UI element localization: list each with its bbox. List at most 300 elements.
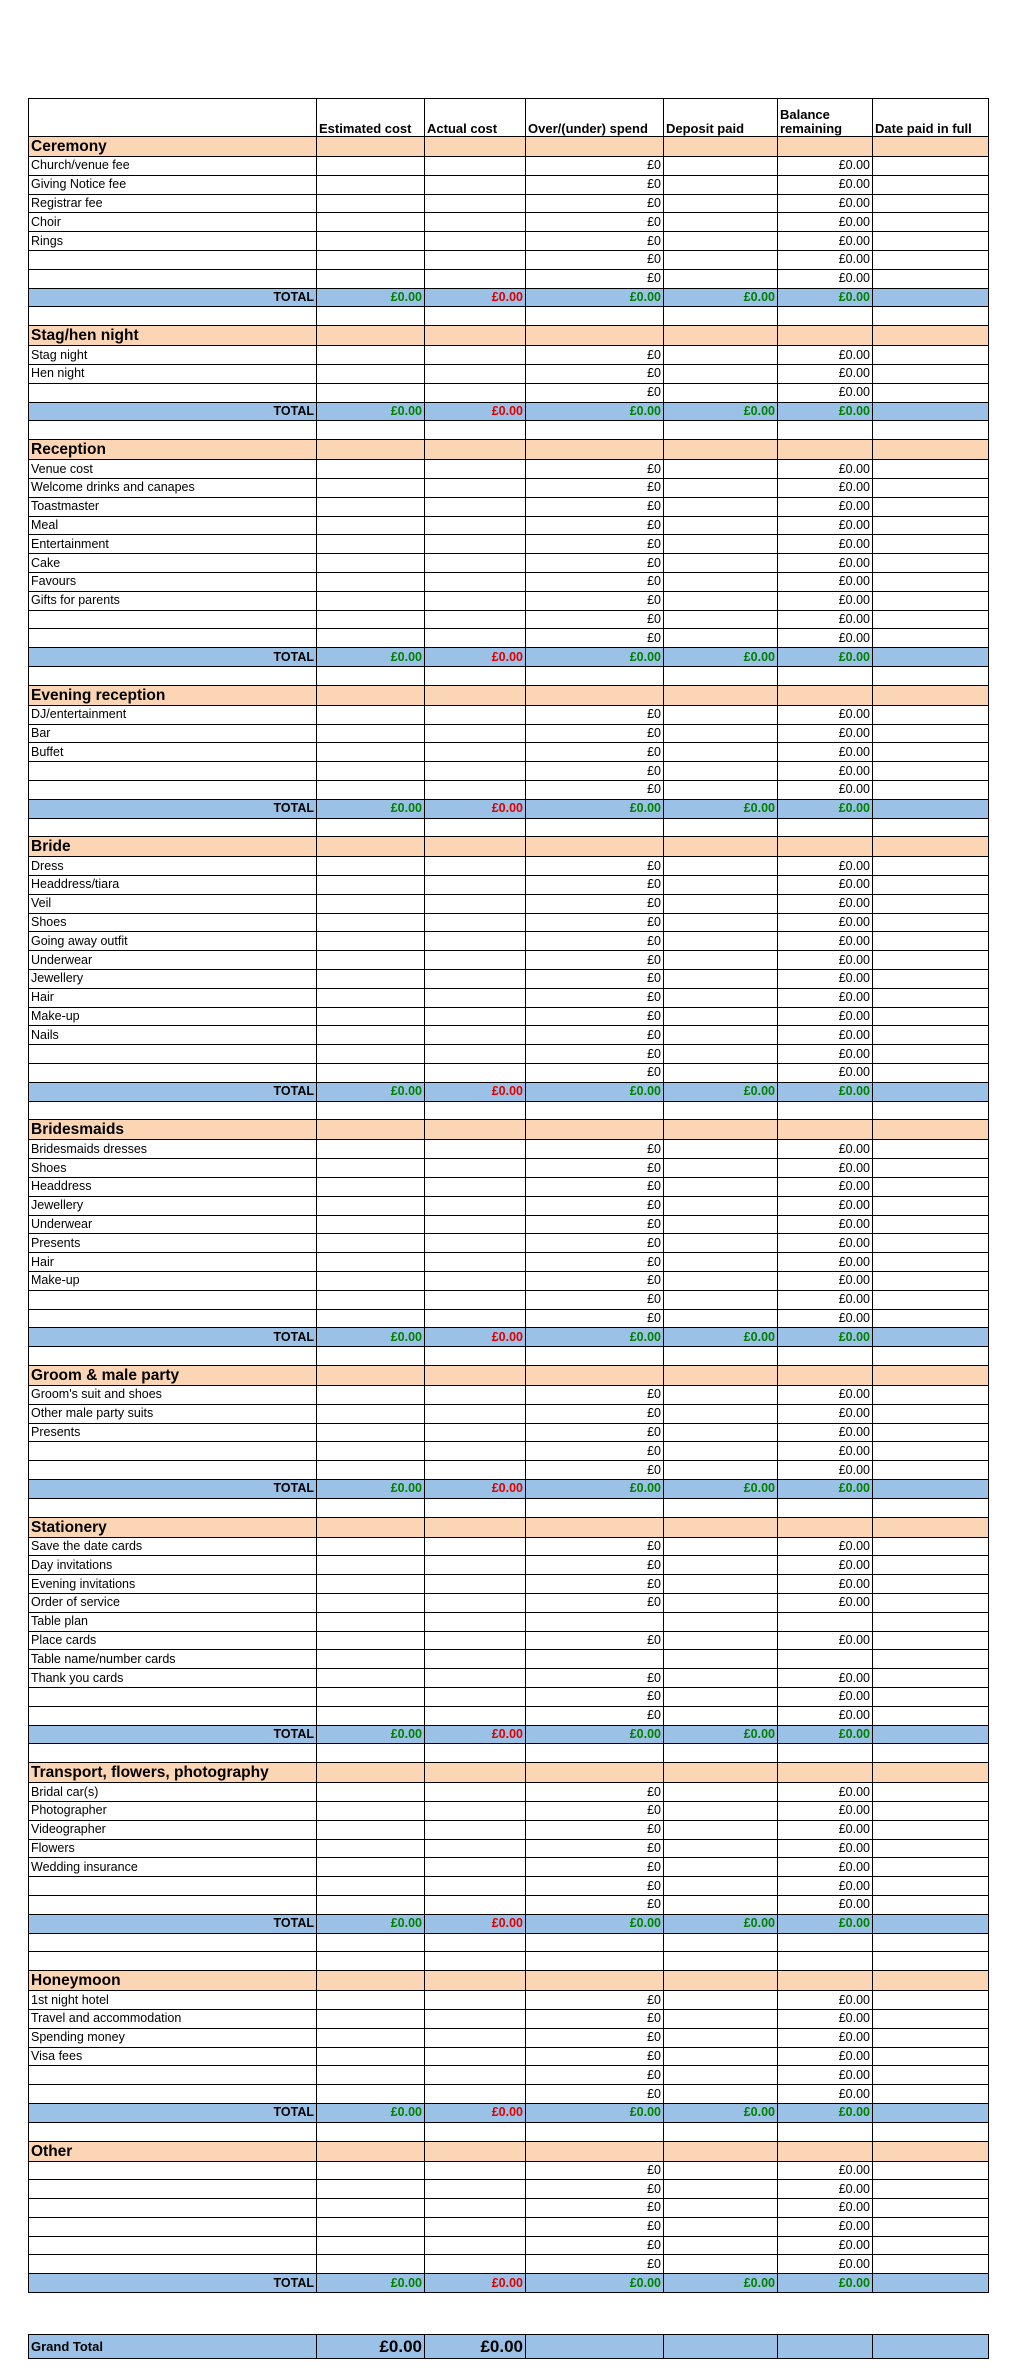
actual-cost-cell[interactable]	[425, 1858, 526, 1877]
balance-remaining-cell[interactable]: £0.00	[778, 478, 873, 497]
empty-cell[interactable]	[778, 1498, 873, 1517]
actual-cost-cell[interactable]	[425, 591, 526, 610]
empty-cell[interactable]	[317, 1933, 425, 1952]
balance-remaining-cell[interactable]: £0.00	[778, 1820, 873, 1839]
estimated-cost-cell[interactable]	[317, 383, 425, 402]
date-paid-cell[interactable]	[873, 1783, 989, 1802]
total-label[interactable]: TOTAL	[29, 2274, 317, 2293]
item-label[interactable]: Meal	[29, 516, 317, 535]
balance-remaining-cell[interactable]: £0.00	[778, 1801, 873, 1820]
section-header-cell[interactable]	[664, 1763, 778, 1783]
over-under-spend-cell[interactable]	[526, 1650, 664, 1669]
balance-remaining-cell[interactable]: £0.00	[778, 970, 873, 989]
over-under-spend-cell[interactable]: £0	[526, 1801, 664, 1820]
item-label[interactable]: Hen night	[29, 364, 317, 383]
deposit-paid-cell[interactable]	[664, 1839, 778, 1858]
date-paid-cell[interactable]	[873, 743, 989, 762]
over-under-spend-cell[interactable]: £0	[526, 1442, 664, 1461]
item-label[interactable]	[29, 2085, 317, 2104]
empty-cell[interactable]	[873, 2122, 989, 2141]
over-under-spend-cell[interactable]: £0	[526, 932, 664, 951]
over-under-spend-cell[interactable]: £0	[526, 1556, 664, 1575]
date-paid-cell[interactable]	[873, 2009, 989, 2028]
estimated-cost-cell[interactable]	[317, 1442, 425, 1461]
over-under-spend-cell[interactable]: £0	[526, 705, 664, 724]
estimated-cost-cell[interactable]	[317, 591, 425, 610]
actual-cost-cell[interactable]	[425, 2255, 526, 2274]
actual-cost-cell[interactable]	[425, 2180, 526, 2199]
date-paid-cell[interactable]	[873, 460, 989, 479]
actual-cost-cell[interactable]	[425, 1423, 526, 1442]
section-header-cell[interactable]	[664, 2141, 778, 2161]
deposit-paid-cell[interactable]	[664, 1159, 778, 1178]
estimated-cost-cell[interactable]	[317, 1631, 425, 1650]
over-under-spend-cell[interactable]: £0	[526, 629, 664, 648]
section-title[interactable]: Evening reception	[29, 685, 317, 705]
empty-cell[interactable]	[664, 1744, 778, 1763]
actual-cost-cell[interactable]	[425, 1045, 526, 1064]
empty-cell[interactable]	[778, 1101, 873, 1120]
total-label[interactable]: TOTAL	[29, 402, 317, 421]
empty-cell[interactable]	[317, 307, 425, 326]
deposit-paid-cell[interactable]	[664, 2255, 778, 2274]
item-label[interactable]	[29, 780, 317, 799]
section-header-cell[interactable]	[873, 1366, 989, 1386]
total-over-under[interactable]: £0.00	[526, 1914, 664, 1933]
section-header-cell[interactable]	[526, 137, 664, 157]
item-label[interactable]	[29, 610, 317, 629]
total-date-paid[interactable]	[873, 2274, 989, 2293]
deposit-paid-cell[interactable]	[664, 1026, 778, 1045]
item-label[interactable]	[29, 2066, 317, 2085]
date-paid-cell[interactable]	[873, 1687, 989, 1706]
over-under-spend-cell[interactable]: £0	[526, 1272, 664, 1291]
section-header-cell[interactable]	[526, 837, 664, 857]
section-header-cell[interactable]	[664, 837, 778, 857]
actual-cost-cell[interactable]	[425, 951, 526, 970]
estimated-cost-cell[interactable]	[317, 743, 425, 762]
deposit-paid-cell[interactable]	[664, 1253, 778, 1272]
item-label[interactable]: Bar	[29, 724, 317, 743]
date-paid-cell[interactable]	[873, 2161, 989, 2180]
empty-cell[interactable]	[873, 307, 989, 326]
item-label[interactable]	[29, 383, 317, 402]
actual-cost-cell[interactable]	[425, 1650, 526, 1669]
deposit-paid-cell[interactable]	[664, 1404, 778, 1423]
deposit-paid-cell[interactable]	[664, 194, 778, 213]
empty-cell[interactable]	[317, 421, 425, 440]
over-under-spend-cell[interactable]: £0	[526, 1706, 664, 1725]
total-actual[interactable]: £0.00	[425, 1480, 526, 1499]
date-paid-cell[interactable]	[873, 894, 989, 913]
empty-cell[interactable]	[778, 818, 873, 837]
section-header-cell[interactable]	[317, 1120, 425, 1140]
total-balance[interactable]: £0.00	[778, 1082, 873, 1101]
deposit-paid-cell[interactable]	[664, 497, 778, 516]
grand-total-empty-cell[interactable]	[778, 2335, 873, 2359]
estimated-cost-cell[interactable]	[317, 269, 425, 288]
date-paid-cell[interactable]	[873, 497, 989, 516]
balance-remaining-cell[interactable]: £0.00	[778, 2009, 873, 2028]
empty-cell[interactable]	[317, 666, 425, 685]
date-paid-cell[interactable]	[873, 610, 989, 629]
total-balance[interactable]: £0.00	[778, 1914, 873, 1933]
estimated-cost-cell[interactable]	[317, 157, 425, 176]
section-header-cell[interactable]	[664, 440, 778, 460]
balance-remaining-cell[interactable]: £0.00	[778, 250, 873, 269]
total-actual[interactable]: £0.00	[425, 648, 526, 667]
balance-remaining-cell[interactable]: £0.00	[778, 2217, 873, 2236]
actual-cost-cell[interactable]	[425, 554, 526, 573]
deposit-paid-cell[interactable]	[664, 743, 778, 762]
estimated-cost-cell[interactable]	[317, 1877, 425, 1896]
balance-remaining-cell[interactable]: £0.00	[778, 1215, 873, 1234]
over-under-spend-cell[interactable]: £0	[526, 1839, 664, 1858]
deposit-paid-cell[interactable]	[664, 1309, 778, 1328]
section-title[interactable]: Reception	[29, 440, 317, 460]
deposit-paid-cell[interactable]	[664, 1669, 778, 1688]
empty-cell[interactable]	[29, 818, 317, 837]
date-paid-cell[interactable]	[873, 1290, 989, 1309]
actual-cost-cell[interactable]	[425, 157, 526, 176]
empty-cell[interactable]	[664, 421, 778, 440]
estimated-cost-cell[interactable]	[317, 1801, 425, 1820]
date-paid-cell[interactable]	[873, 2066, 989, 2085]
section-header-cell[interactable]	[317, 1366, 425, 1386]
section-header-cell[interactable]	[425, 1366, 526, 1386]
deposit-paid-cell[interactable]	[664, 970, 778, 989]
date-paid-cell[interactable]	[873, 2255, 989, 2274]
date-paid-cell[interactable]	[873, 554, 989, 573]
empty-cell[interactable]	[526, 1744, 664, 1763]
actual-cost-cell[interactable]	[425, 175, 526, 194]
balance-remaining-cell[interactable]: £0.00	[778, 1159, 873, 1178]
item-label[interactable]: Underwear	[29, 951, 317, 970]
section-header-cell[interactable]	[425, 685, 526, 705]
total-over-under[interactable]: £0.00	[526, 1082, 664, 1101]
item-label[interactable]: Place cards	[29, 1631, 317, 1650]
balance-remaining-cell[interactable]: £0.00	[778, 762, 873, 781]
over-under-spend-cell[interactable]: £0	[526, 1687, 664, 1706]
total-balance[interactable]: £0.00	[778, 2103, 873, 2122]
total-date-paid[interactable]	[873, 1725, 989, 1744]
actual-cost-cell[interactable]	[425, 1575, 526, 1594]
deposit-paid-cell[interactable]	[664, 876, 778, 895]
empty-cell[interactable]	[526, 307, 664, 326]
date-paid-cell[interactable]	[873, 1801, 989, 1820]
date-paid-cell[interactable]	[873, 478, 989, 497]
estimated-cost-cell[interactable]	[317, 250, 425, 269]
actual-cost-cell[interactable]	[425, 2009, 526, 2028]
estimated-cost-cell[interactable]	[317, 2066, 425, 2085]
estimated-cost-cell[interactable]	[317, 1178, 425, 1197]
item-label[interactable]: Save the date cards	[29, 1537, 317, 1556]
actual-cost-cell[interactable]	[425, 1026, 526, 1045]
empty-cell[interactable]	[664, 1101, 778, 1120]
estimated-cost-cell[interactable]	[317, 1556, 425, 1575]
actual-cost-cell[interactable]	[425, 2028, 526, 2047]
estimated-cost-cell[interactable]	[317, 1612, 425, 1631]
estimated-cost-cell[interactable]	[317, 1140, 425, 1159]
item-label[interactable]: Entertainment	[29, 535, 317, 554]
date-paid-cell[interactable]	[873, 2180, 989, 2199]
estimated-cost-cell[interactable]	[317, 2217, 425, 2236]
empty-cell[interactable]	[425, 1744, 526, 1763]
empty-cell[interactable]	[873, 421, 989, 440]
total-balance[interactable]: £0.00	[778, 648, 873, 667]
balance-remaining-cell[interactable]	[778, 1650, 873, 1669]
item-label[interactable]: Buffet	[29, 743, 317, 762]
actual-cost-cell[interactable]	[425, 194, 526, 213]
over-under-spend-cell[interactable]: £0	[526, 2085, 664, 2104]
section-header-cell[interactable]	[317, 837, 425, 857]
item-label[interactable]: Headdress/tiara	[29, 876, 317, 895]
actual-cost-cell[interactable]	[425, 269, 526, 288]
estimated-cost-cell[interactable]	[317, 970, 425, 989]
estimated-cost-cell[interactable]	[317, 857, 425, 876]
over-under-spend-cell[interactable]: £0	[526, 1386, 664, 1405]
actual-cost-cell[interactable]	[425, 1687, 526, 1706]
date-paid-cell[interactable]	[873, 1820, 989, 1839]
empty-cell[interactable]	[526, 1952, 664, 1971]
empty-cell[interactable]	[29, 1933, 317, 1952]
over-under-spend-cell[interactable]: £0	[526, 535, 664, 554]
deposit-paid-cell[interactable]	[664, 460, 778, 479]
total-date-paid[interactable]	[873, 288, 989, 307]
item-label[interactable]	[29, 1461, 317, 1480]
total-over-under[interactable]: £0.00	[526, 799, 664, 818]
date-paid-cell[interactable]	[873, 724, 989, 743]
actual-cost-cell[interactable]	[425, 1178, 526, 1197]
actual-cost-cell[interactable]	[425, 572, 526, 591]
balance-remaining-cell[interactable]: £0.00	[778, 364, 873, 383]
empty-cell[interactable]	[29, 1101, 317, 1120]
item-label[interactable]: Dress	[29, 857, 317, 876]
section-header-cell[interactable]	[664, 1366, 778, 1386]
item-label[interactable]	[29, 762, 317, 781]
balance-remaining-cell[interactable]: £0.00	[778, 1253, 873, 1272]
estimated-cost-cell[interactable]	[317, 1593, 425, 1612]
actual-cost-cell[interactable]	[425, 2236, 526, 2255]
actual-cost-cell[interactable]	[425, 2085, 526, 2104]
section-header-cell[interactable]	[425, 1971, 526, 1991]
total-over-under[interactable]: £0.00	[526, 2274, 664, 2293]
over-under-spend-cell[interactable]: £0	[526, 762, 664, 781]
over-under-spend-cell[interactable]: £0	[526, 1404, 664, 1423]
balance-remaining-cell[interactable]: £0.00	[778, 913, 873, 932]
actual-cost-cell[interactable]	[425, 1593, 526, 1612]
deposit-paid-cell[interactable]	[664, 383, 778, 402]
over-under-spend-cell[interactable]: £0	[526, 1783, 664, 1802]
estimated-cost-cell[interactable]	[317, 1309, 425, 1328]
estimated-cost-cell[interactable]	[317, 1007, 425, 1026]
balance-remaining-cell[interactable]	[778, 1612, 873, 1631]
deposit-paid-cell[interactable]	[664, 1991, 778, 2010]
balance-remaining-cell[interactable]: £0.00	[778, 157, 873, 176]
item-label[interactable]	[29, 250, 317, 269]
actual-cost-cell[interactable]	[425, 2047, 526, 2066]
actual-cost-cell[interactable]	[425, 2199, 526, 2218]
item-label[interactable]: Headdress	[29, 1178, 317, 1197]
total-estimated[interactable]: £0.00	[317, 1480, 425, 1499]
date-paid-cell[interactable]	[873, 364, 989, 383]
date-paid-cell[interactable]	[873, 1253, 989, 1272]
actual-cost-cell[interactable]	[425, 535, 526, 554]
actual-cost-cell[interactable]	[425, 970, 526, 989]
section-header-cell[interactable]	[425, 837, 526, 857]
total-balance[interactable]: £0.00	[778, 1480, 873, 1499]
actual-cost-cell[interactable]	[425, 1272, 526, 1291]
estimated-cost-cell[interactable]	[317, 762, 425, 781]
section-header-cell[interactable]	[778, 1120, 873, 1140]
estimated-cost-cell[interactable]	[317, 535, 425, 554]
deposit-paid-cell[interactable]	[664, 1895, 778, 1914]
empty-cell[interactable]	[317, 1101, 425, 1120]
over-under-spend-cell[interactable]: £0	[526, 1820, 664, 1839]
item-label[interactable]: Welcome drinks and canapes	[29, 478, 317, 497]
section-title[interactable]: Honeymoon	[29, 1971, 317, 1991]
section-header-cell[interactable]	[425, 440, 526, 460]
item-label[interactable]	[29, 2255, 317, 2274]
date-paid-cell[interactable]	[873, 1631, 989, 1650]
date-paid-cell[interactable]	[873, 1877, 989, 1896]
balance-remaining-cell[interactable]: £0.00	[778, 1556, 873, 1575]
empty-cell[interactable]	[425, 1101, 526, 1120]
deposit-paid-cell[interactable]	[664, 1858, 778, 1877]
balance-remaining-cell[interactable]: £0.00	[778, 1234, 873, 1253]
empty-cell[interactable]	[873, 818, 989, 837]
section-header-cell[interactable]	[526, 440, 664, 460]
balance-remaining-cell[interactable]: £0.00	[778, 2047, 873, 2066]
balance-remaining-cell[interactable]: £0.00	[778, 1877, 873, 1896]
date-paid-cell[interactable]	[873, 2085, 989, 2104]
estimated-cost-cell[interactable]	[317, 2009, 425, 2028]
over-under-spend-cell[interactable]: £0	[526, 175, 664, 194]
balance-remaining-cell[interactable]: £0.00	[778, 1140, 873, 1159]
estimated-cost-cell[interactable]	[317, 1026, 425, 1045]
deposit-paid-cell[interactable]	[664, 1461, 778, 1480]
balance-remaining-cell[interactable]: £0.00	[778, 610, 873, 629]
section-title[interactable]: Other	[29, 2141, 317, 2161]
total-actual[interactable]: £0.00	[425, 2274, 526, 2293]
date-paid-cell[interactable]	[873, 1178, 989, 1197]
item-label[interactable]: Presents	[29, 1234, 317, 1253]
total-date-paid[interactable]	[873, 1328, 989, 1347]
over-under-spend-cell[interactable]: £0	[526, 2217, 664, 2236]
estimated-cost-cell[interactable]	[317, 1706, 425, 1725]
section-header-cell[interactable]	[425, 1120, 526, 1140]
deposit-paid-cell[interactable]	[664, 1272, 778, 1291]
section-header-cell[interactable]	[425, 326, 526, 346]
over-under-spend-cell[interactable]: £0	[526, 346, 664, 365]
balance-remaining-cell[interactable]: £0.00	[778, 1290, 873, 1309]
deposit-paid-cell[interactable]	[664, 516, 778, 535]
item-label[interactable]: Travel and accommodation	[29, 2009, 317, 2028]
empty-cell[interactable]	[317, 1952, 425, 1971]
deposit-paid-cell[interactable]	[664, 988, 778, 1007]
item-label[interactable]	[29, 629, 317, 648]
total-estimated[interactable]: £0.00	[317, 648, 425, 667]
deposit-paid-cell[interactable]	[664, 175, 778, 194]
section-header-cell[interactable]	[526, 685, 664, 705]
deposit-paid-cell[interactable]	[664, 1687, 778, 1706]
date-paid-cell[interactable]	[873, 1272, 989, 1291]
over-under-spend-cell[interactable]: £0	[526, 157, 664, 176]
balance-remaining-cell[interactable]: £0.00	[778, 876, 873, 895]
item-label[interactable]: Bridal car(s)	[29, 1783, 317, 1802]
balance-remaining-cell[interactable]: £0.00	[778, 2028, 873, 2047]
over-under-spend-cell[interactable]: £0	[526, 1215, 664, 1234]
balance-remaining-cell[interactable]: £0.00	[778, 269, 873, 288]
estimated-cost-cell[interactable]	[317, 364, 425, 383]
date-paid-cell[interactable]	[873, 2028, 989, 2047]
deposit-paid-cell[interactable]	[664, 2217, 778, 2236]
item-label[interactable]	[29, 1045, 317, 1064]
item-label[interactable]: Flowers	[29, 1839, 317, 1858]
balance-remaining-cell[interactable]: £0.00	[778, 572, 873, 591]
over-under-spend-cell[interactable]: £0	[526, 591, 664, 610]
section-header-cell[interactable]	[873, 137, 989, 157]
actual-cost-cell[interactable]	[425, 1386, 526, 1405]
total-estimated[interactable]: £0.00	[317, 402, 425, 421]
actual-cost-cell[interactable]	[425, 876, 526, 895]
estimated-cost-cell[interactable]	[317, 780, 425, 799]
date-paid-cell[interactable]	[873, 1007, 989, 1026]
balance-remaining-cell[interactable]: £0.00	[778, 1026, 873, 1045]
item-label[interactable]: Jewellery	[29, 1196, 317, 1215]
estimated-cost-cell[interactable]	[317, 1290, 425, 1309]
total-estimated[interactable]: £0.00	[317, 1328, 425, 1347]
date-paid-cell[interactable]	[873, 1404, 989, 1423]
deposit-paid-cell[interactable]	[664, 1007, 778, 1026]
empty-cell[interactable]	[317, 2122, 425, 2141]
estimated-cost-cell[interactable]	[317, 1858, 425, 1877]
deposit-paid-cell[interactable]	[664, 1820, 778, 1839]
actual-cost-cell[interactable]	[425, 1820, 526, 1839]
actual-cost-cell[interactable]	[425, 1839, 526, 1858]
balance-remaining-cell[interactable]: £0.00	[778, 497, 873, 516]
over-under-spend-cell[interactable]: £0	[526, 516, 664, 535]
section-header-cell[interactable]	[526, 326, 664, 346]
grand-total-estimated[interactable]: £0.00	[317, 2335, 425, 2359]
balance-remaining-cell[interactable]: £0.00	[778, 383, 873, 402]
date-paid-cell[interactable]	[873, 988, 989, 1007]
item-label[interactable]: Giving Notice fee	[29, 175, 317, 194]
section-header-cell[interactable]	[873, 326, 989, 346]
item-label[interactable]: Evening invitations	[29, 1575, 317, 1594]
total-balance[interactable]: £0.00	[778, 799, 873, 818]
balance-remaining-cell[interactable]: £0.00	[778, 1404, 873, 1423]
section-header-cell[interactable]	[317, 1971, 425, 1991]
estimated-cost-cell[interactable]	[317, 213, 425, 232]
actual-cost-cell[interactable]	[425, 1537, 526, 1556]
balance-remaining-cell[interactable]: £0.00	[778, 2085, 873, 2104]
over-under-spend-cell[interactable]: £0	[526, 1007, 664, 1026]
total-actual[interactable]: £0.00	[425, 1725, 526, 1744]
date-paid-cell[interactable]	[873, 762, 989, 781]
grand-total-empty-cell[interactable]	[526, 2335, 664, 2359]
total-over-under[interactable]: £0.00	[526, 1480, 664, 1499]
empty-cell[interactable]	[29, 307, 317, 326]
item-label[interactable]	[29, 2217, 317, 2236]
estimated-cost-cell[interactable]	[317, 497, 425, 516]
date-paid-cell[interactable]	[873, 951, 989, 970]
item-label[interactable]: Going away outfit	[29, 932, 317, 951]
date-paid-cell[interactable]	[873, 1991, 989, 2010]
total-actual[interactable]: £0.00	[425, 1328, 526, 1347]
balance-remaining-cell[interactable]: £0.00	[778, 1991, 873, 2010]
item-label[interactable]: Make-up	[29, 1007, 317, 1026]
